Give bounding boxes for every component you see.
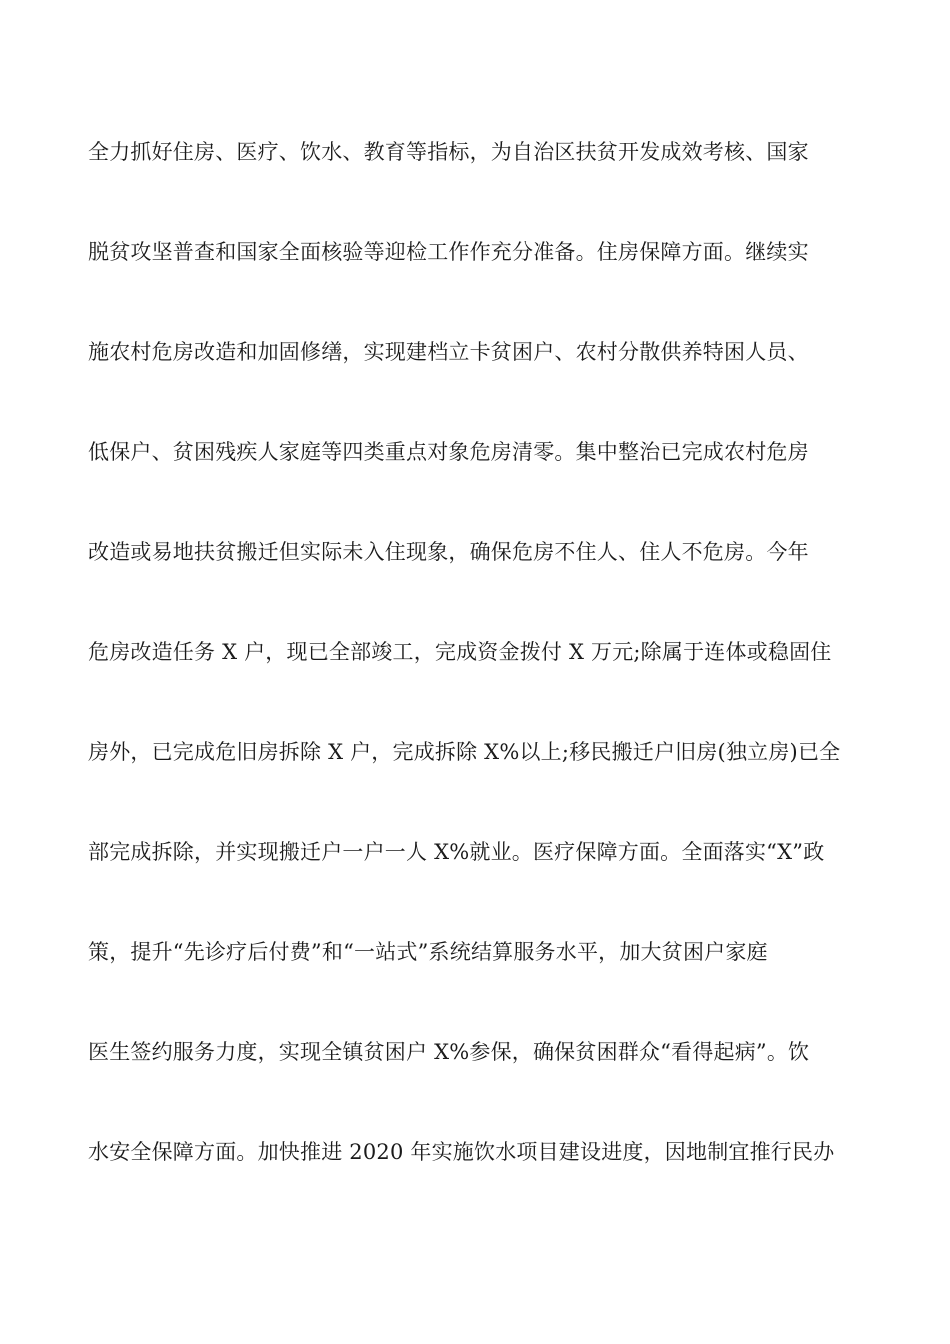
text-line: 脱贫攻坚普查和国家全面核验等迎检工作作充分准备。住房保障方面。继续实	[88, 240, 809, 264]
text-line: 改造或易地扶贫搬迁但实际未入住现象，确保危房不住人、住人不危房。今年	[88, 540, 809, 564]
text-line: 部完成拆除，并实现搬迁户一户一人 X%就业。医疗保障方面。全面落实“X”政	[88, 840, 825, 864]
text-line: 施农村危房改造和加固修缮，实现建档立卡贫困户、农村分散供养特困人员、	[88, 340, 809, 364]
text-line: 危房改造任务 X 户，现已全部竣工，完成资金拨付 X 万元;除属于连体或稳固住	[88, 640, 832, 664]
text-line: 医生签约服务力度，实现全镇贫困户 X%参保，确保贫困群众“看得起病”。饮	[88, 1040, 810, 1064]
text-line: 水安全保障方面。加快推进 2020 年实施饮水项目建设进度，因地制宜推行民办	[88, 1140, 835, 1164]
text-line: 房外，已完成危旧房拆除 X 户，完成拆除 X%以上;移民搬迁户旧房(独立房)已全	[88, 740, 841, 764]
text-line: 全力抓好住房、医疗、饮水、教育等指标，为自治区扶贫开发成效考核、国家	[88, 140, 809, 164]
text-line: 低保户、贫困残疾人家庭等四类重点对象危房清零。集中整治已完成农村危房	[88, 440, 809, 464]
text-line: 策，提升“先诊疗后付费”和“一站式”系统结算服务水平，加大贫困户家庭	[88, 940, 768, 964]
body-text	[88, 128, 868, 1228]
